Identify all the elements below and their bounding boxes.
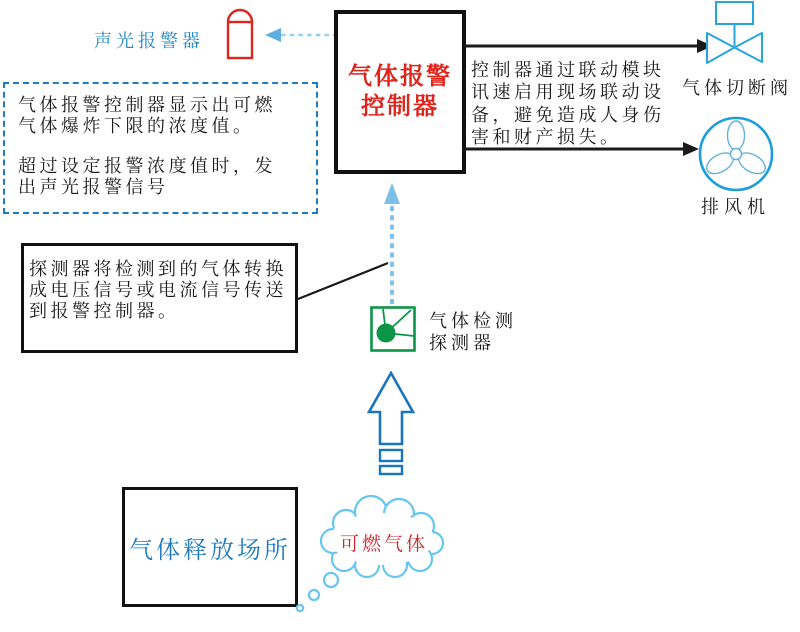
fan-label: 排风机 (701, 197, 770, 217)
gas-cloud-label: 可燃气体 (339, 534, 428, 555)
info-line: 气体报警控制器显示出可燃 (18, 95, 276, 115)
linkage-line: 害和财产损失。 (471, 127, 622, 148)
callout-line (296, 257, 391, 303)
info-line: 成电压信号或电流信号传送 (29, 280, 287, 300)
dashed-arrow-detector-to-controller (383, 183, 401, 309)
info-line: 到报警控制器。 (29, 301, 180, 321)
linkage-note (471, 59, 665, 149)
controller-title-line1: 气体报警 (348, 63, 452, 90)
linkage-line: 控制器通过联动模块 (471, 60, 665, 80)
controller-title (348, 62, 452, 122)
info-line: 出声光报警信号 (18, 177, 169, 197)
release-site-label: 气体释放场所 (129, 536, 291, 564)
exhaust-fan-icon (697, 114, 777, 194)
arrow-controller-to-valve (464, 38, 714, 54)
alarm-beacon-icon (225, 5, 255, 61)
controller-box (334, 10, 466, 174)
gas-shutoff-valve-icon (700, 0, 766, 68)
detector-info-box (21, 243, 298, 353)
paragraph-gap (18, 137, 316, 156)
linkage-line: 讯速启用现场联动设 (471, 82, 665, 103)
alarm-info-box (3, 82, 318, 214)
detector-label-line2: 探测器 (429, 333, 495, 353)
info-line: 探测器将检测到的气体转换 (29, 259, 287, 279)
info-line: 超过设定报警浓度值时，发 (18, 156, 276, 176)
gas-detector-icon (369, 305, 417, 353)
controller-title-line2: 控制器 (361, 93, 439, 120)
release-site-box (122, 487, 298, 607)
info-line: 气体爆炸下限的浓度值。 (18, 116, 255, 136)
linkage-line: 备，避免造成人身伤 (471, 104, 665, 125)
gas-rising-arrow-icon (365, 371, 419, 477)
alarm-label: 声光报警器 (94, 31, 204, 51)
valve-label: 气体切断阀 (682, 78, 792, 98)
dashed-arrow-to-alarm-icon (263, 26, 335, 44)
detector-label (429, 310, 517, 354)
detector-label-line1: 气体检测 (429, 311, 517, 331)
